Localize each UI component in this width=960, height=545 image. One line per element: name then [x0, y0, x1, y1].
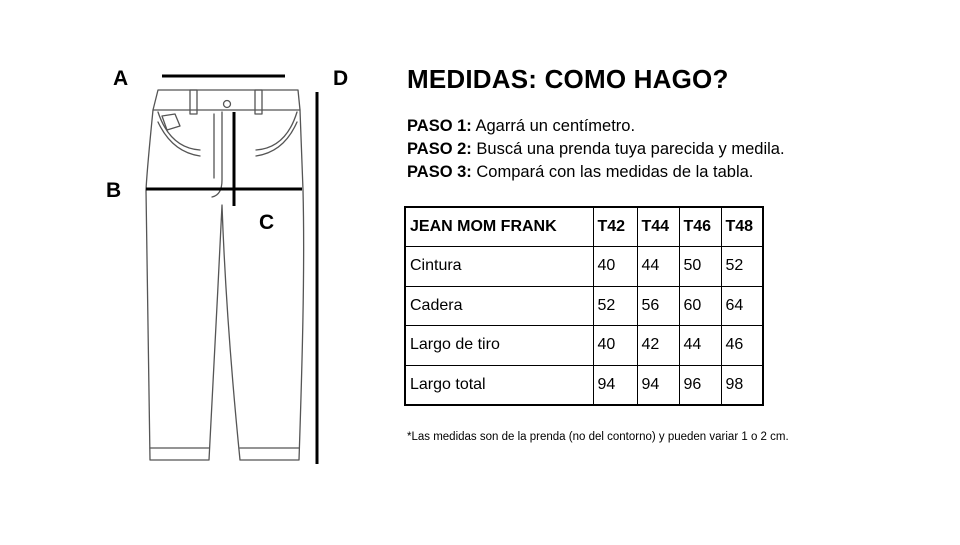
label-a: A: [113, 67, 129, 90]
size-table: [404, 206, 764, 406]
table-cell: 52: [721, 247, 763, 287]
table-cell: 60: [679, 286, 721, 326]
step-1: [407, 115, 785, 138]
table-cell: 42: [637, 326, 679, 366]
table-row-label: Cadera: [405, 286, 593, 326]
step-label: PASO 1:: [407, 117, 472, 135]
table-header-cell: T42: [593, 207, 637, 247]
label-b: B: [106, 179, 122, 202]
step-label: PASO 2:: [407, 140, 472, 158]
table-cell: 52: [593, 286, 637, 326]
table-cell: 44: [637, 247, 679, 287]
step-text: Buscá una prenda tuya parecida y medila.: [471, 140, 785, 158]
table-cell: 94: [593, 365, 637, 405]
table-cell: 44: [679, 326, 721, 366]
legs-outline: [146, 110, 304, 460]
jeans-measurement-diagram: [0, 0, 400, 540]
button-shape: [224, 101, 231, 108]
step-text: Agarrá un centímetro.: [471, 117, 636, 135]
table-cell: 56: [637, 286, 679, 326]
table-cell: 98: [721, 365, 763, 405]
table-row-label: Cintura: [405, 247, 593, 287]
left-pocket: [158, 112, 200, 150]
right-pocket: [256, 112, 297, 150]
table-header-row: [405, 207, 763, 247]
table-row: [405, 247, 763, 287]
table-header-cell: T48: [721, 207, 763, 247]
table-row-label: Largo total: [405, 365, 593, 405]
table-cell: 96: [679, 365, 721, 405]
steps-list: [407, 115, 785, 184]
table-row: [405, 286, 763, 326]
table-cell: 46: [721, 326, 763, 366]
step-3: [407, 161, 785, 184]
table-row: [405, 365, 763, 405]
step-label: PASO 3:: [407, 163, 472, 181]
step-2: [407, 138, 785, 161]
label-c: C: [259, 211, 275, 234]
table-row: [405, 326, 763, 366]
table-cell: 50: [679, 247, 721, 287]
table-cell: 94: [637, 365, 679, 405]
label-d: D: [333, 67, 349, 90]
table-row-label: Largo de tiro: [405, 326, 593, 366]
table-header-cell: T46: [679, 207, 721, 247]
page-title: MEDIDAS: COMO HAGO?: [407, 64, 729, 94]
step-text: Compará con las medidas de la tabla.: [471, 163, 754, 181]
table-cell: 40: [593, 326, 637, 366]
table-cell: 64: [721, 286, 763, 326]
table-header-cell: JEAN MOM FRANK: [405, 207, 593, 247]
table-cell: 40: [593, 247, 637, 287]
table-header-cell: T44: [637, 207, 679, 247]
footnote: *Las medidas son de la prenda (no del contorno) y pueden variar 1 o 2 cm.: [407, 431, 789, 443]
